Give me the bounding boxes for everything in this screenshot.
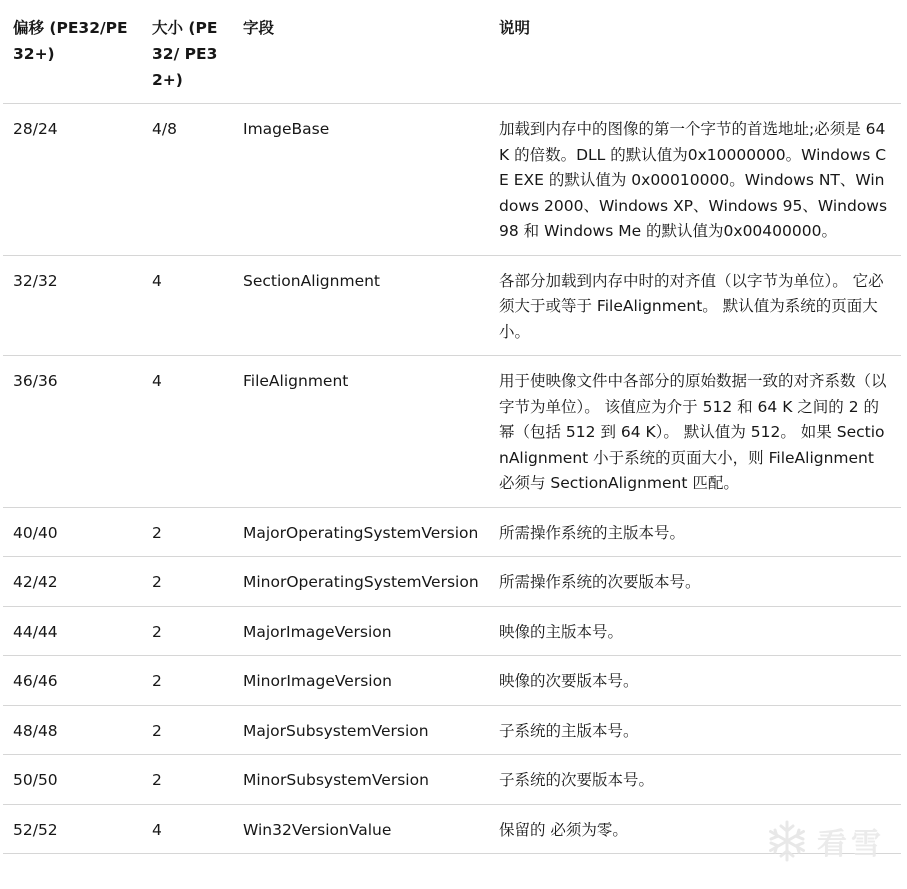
cell-field: FileAlignment <box>233 356 489 508</box>
cell-offset: 44/44 <box>3 606 142 656</box>
cell-offset: 28/24 <box>3 104 142 256</box>
cell-offset: 48/48 <box>3 705 142 755</box>
header-description: 说明 <box>489 3 901 104</box>
cell-field: MinorImageVersion <box>233 656 489 706</box>
cell-description: 子系统的主版本号。 <box>489 705 901 755</box>
header-field: 字段 <box>233 3 489 104</box>
pe-optional-header-table <box>3 3 901 854</box>
cell-field: SectionAlignment <box>233 255 489 356</box>
cell-size: 4 <box>142 804 233 854</box>
cell-description: 所需操作系统的主版本号。 <box>489 507 901 557</box>
cell-description: 各部分加载到内存中时的对齐值（以字节为单位）。 它必须大于或等于 FileAlignment。 默认值为系统的页面大小。 <box>489 255 901 356</box>
table-row <box>3 356 901 508</box>
cell-description: 映像的主版本号。 <box>489 606 901 656</box>
snowflake-icon <box>765 819 809 863</box>
table-row <box>3 507 901 557</box>
table-row <box>3 705 901 755</box>
cell-offset: 50/50 <box>3 755 142 805</box>
table-row <box>3 104 901 256</box>
watermark <box>765 819 885 863</box>
cell-field: MinorOperatingSystemVersion <box>233 557 489 607</box>
cell-field: ImageBase <box>233 104 489 256</box>
header-size: 大小 (PE32/ PE32+) <box>142 3 233 104</box>
cell-offset: 42/42 <box>3 557 142 607</box>
cell-description: 子系统的次要版本号。 <box>489 755 901 805</box>
cell-size: 2 <box>142 557 233 607</box>
cell-size: 4 <box>142 255 233 356</box>
cell-offset: 36/36 <box>3 356 142 508</box>
table-row <box>3 755 901 805</box>
cell-size: 2 <box>142 606 233 656</box>
cell-description: 保留的 必须为零。 <box>489 804 901 854</box>
cell-offset: 46/46 <box>3 656 142 706</box>
cell-size: 2 <box>142 656 233 706</box>
table-row <box>3 255 901 356</box>
cell-description: 所需操作系统的次要版本号。 <box>489 557 901 607</box>
cell-description: 加载到内存中的图像的第一个字节的首选地址;必须是 64 K 的倍数。DLL 的默认值为0x10000000。Windows CE EXE 的默认值为 0x00010000。Windows NT、Windows 2000、Windows XP、Windows 95、Windows 98 和 Windows Me 的默认值为0x00400000。 <box>489 104 901 256</box>
table-row <box>3 656 901 706</box>
cell-offset: 40/40 <box>3 507 142 557</box>
table-header-row <box>3 3 901 104</box>
cell-field: MajorOperatingSystemVersion <box>233 507 489 557</box>
cell-description: 映像的次要版本号。 <box>489 656 901 706</box>
cell-field: MajorImageVersion <box>233 606 489 656</box>
cell-size: 4/8 <box>142 104 233 256</box>
cell-description: 用于使映像文件中各部分的原始数据一致的对齐系数（以字节为单位）。 该值应为介于 512 和 64 K 之间的 2 的幂（包括 512 到 64 K）。 默认值为 512。 如果 SectionAlignment 小于系统的页面大小，则 FileAlignment 必须与 SectionAlignment 匹配。 <box>489 356 901 508</box>
cell-size: 2 <box>142 705 233 755</box>
cell-offset: 32/32 <box>3 255 142 356</box>
pe-optional-header-table-wrapper <box>3 3 901 854</box>
cell-offset: 52/52 <box>3 804 142 854</box>
cell-size: 4 <box>142 356 233 508</box>
cell-field: MinorSubsystemVersion <box>233 755 489 805</box>
cell-size: 2 <box>142 507 233 557</box>
cell-field: Win32VersionValue <box>233 804 489 854</box>
cell-field: MajorSubsystemVersion <box>233 705 489 755</box>
watermark-text: 看雪 <box>817 827 885 862</box>
table-row <box>3 557 901 607</box>
cell-size: 2 <box>142 755 233 805</box>
table-row <box>3 606 901 656</box>
header-offset: 偏移 (PE32/PE32+) <box>3 3 142 104</box>
